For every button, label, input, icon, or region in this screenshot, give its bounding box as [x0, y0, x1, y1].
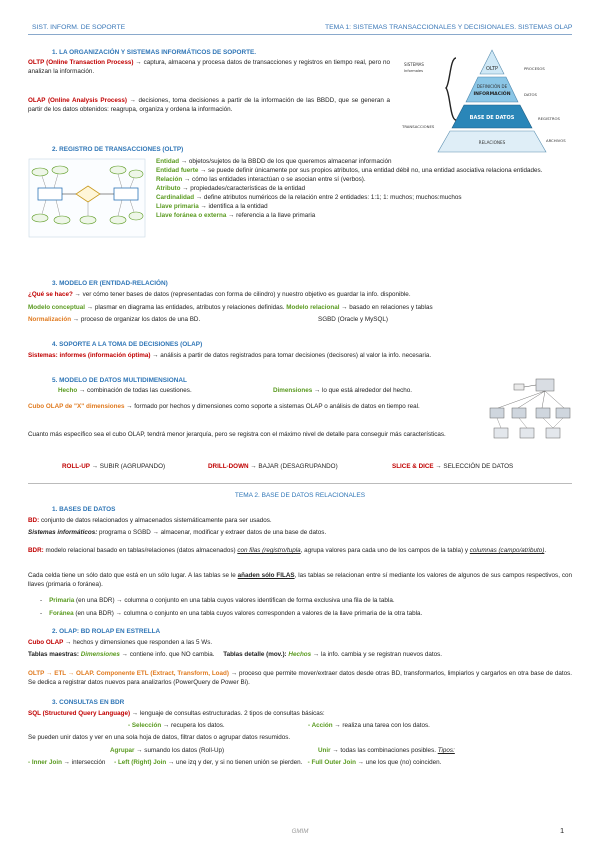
olap-servers-illustration [484, 376, 572, 450]
t2-unir-datos: Se pueden unir datos y ver en una sola hoja de datos, filtrar datos o agrupar datos resumidos. [28, 734, 291, 741]
pyr-left2: Informales [404, 69, 424, 73]
s2-line-llave-primaria: Llave primaria → identifica a la entidad [156, 202, 268, 210]
s5-title: 5. MODELO DE DATOS MULTIDIMENSIONAL [52, 377, 187, 384]
s5-rollup: ROLL-UP → SUBIR (AGRUPANDO) [62, 463, 166, 470]
s2-line-entidad-fuerte: Entidad fuerte → se puede definir únicamente por sus propios atributos, una entidad débil no, una entidad asociativa relaciona entidades. [156, 166, 543, 174]
s5-cubo: Cubo OLAP de "X" dimensiones → formado por hechos y dimensiones como soporte a sistemas OLAP o análisis de datos en tiempo real. [28, 403, 420, 410]
pyr-l4: RELACIONES [478, 140, 506, 145]
t2-joins: - Inner Join → intersección - Left (Right) Join → une izq y der, y si no tienen unión se pierden. - Full Outer Join → une los que (no) coinciden. [28, 759, 442, 766]
s2-line-llave-foranea: Llave foránea o externa → referencia a la llave primaria [156, 211, 316, 219]
s2-line-relacion: Relación → cómo las entidades interactúan o se asocian entre sí (verbos). [156, 175, 366, 183]
t2-s1-title: 1. BASES DE DATOS [52, 506, 116, 513]
s2-line-entidad: Entidad → objetos/sujetos de la BBDD de los que queremos almacenar información [156, 158, 392, 165]
pyr-l3: BASE DE DATOS [469, 115, 515, 121]
pyr-r1: PROCESOS [524, 66, 545, 71]
t2-seleccion: - Selección → recupera los datos. [128, 722, 225, 729]
pyr-r3: REGISTROS [538, 116, 560, 121]
s3-modelos: Modelo conceptual → plasmar en diagrama las entidades, atributos y relaciones definidas. Modelo relacional → basado en relaciones y tablas [28, 304, 433, 311]
t2-bd: BD: conjunto de datos relacionados y almacenados sistemáticamente para ser usados. [28, 517, 272, 524]
s5-drilldown: DRILL-DOWN → BAJAR (DESAGRUPANDO) [208, 463, 338, 470]
pyr-left3: TRANSACCIONES [402, 124, 435, 129]
header-left: SIST. INFORM. DE SOPORTE [32, 24, 126, 31]
t2-cubo: Cubo OLAP → hechos y dimensiones que responden a las 5 Ws. [28, 639, 213, 646]
pyr-top: OLTP [485, 66, 499, 72]
t2-s3-title: 3. CONSULTAS EN BDR [52, 699, 125, 706]
s2-line-atributo: Atributo → propiedades/características de la entidad [156, 184, 306, 192]
header-right: TEMA 1: SISTEMAS TRANSACCIONALES Y DECISIONALES. SISTEMAS OLAP [325, 24, 573, 31]
t2-tablas: Tablas maestras: Dimensiones → contiene info. que NO cambia. Tablas detalle (mov.): Hechos → la info. cambia y se registran nuevos datos. [28, 651, 443, 658]
t2-celda: Cada celda tiene un sólo dato que está en un sólo lugar. A las tablas se le añaden sólo FILAS, las tablas se relacionan entre sí mediante los valores de algunos de sus campos respectivos, con llaves (primaria o foránea). [28, 572, 572, 588]
s5-cuanto: Cuanto más específico sea el cubo OLAP, tendrá menor jerarquía, pero se registra con el máximo nivel de detalle para conseguir más características. [28, 431, 446, 438]
pyr-r2: DATOS [524, 92, 537, 97]
s1-olap: OLAP (Online Analysis Process) → decisiones, toma decisiones a partir de la información de las BBDD, que se generan a partir de los datos obtenidos: reagrupa, organiza y ordena la información. [28, 97, 390, 113]
pyr-left1: SISTEMAS [404, 62, 424, 67]
header-rule [28, 34, 572, 35]
page-number: 1 [560, 826, 565, 835]
t2-accion: - Acción → realiza una tarea con los datos. [308, 722, 430, 729]
t2-agrupar: Agrupar → sumando los datos (Roll-Up) [110, 747, 225, 754]
t2-primaria: - Primaria (en una BDR) → columna o conjunto en una tabla cuyos valores identifican de forma exclusiva una fila de la tabla. [40, 597, 395, 604]
s2-title: 2. REGISTRO DE TRANSACCIONES (OLTP) [52, 146, 184, 153]
er-diagram [28, 158, 146, 238]
t2-sql: SQL (Structured Query Language) → lenguaje de consultas estructuradas. 2 tipos de consultas básicas: [28, 710, 325, 717]
s4-title: 4. SOPORTE A LA TOMA DE DECISIONES (OLAP) [52, 341, 203, 348]
t2-bdr: BDR: modelo relacional basado en tablas/relaciones (datos almacenados) con filas (registro/tupla, agrupa valores para cada uno de los campos de la tabla) y columnas (campo/atributo). [28, 547, 547, 554]
s2-line-cardinalidad: Cardinalidad → define atributos numéricos de la relación entre 2 entidades: 1:1; 1: muchos; muchos:muchos [156, 193, 462, 201]
t2-sistemas: Sistemas informáticos: programa o SGBD → almacenar, modificar y extraer datos de una base de datos. [28, 529, 327, 536]
tema-divider [28, 483, 572, 484]
footer-label: GMIM [291, 828, 309, 835]
s1-title: 1. LA ORGANIZACIÓN Y SISTEMAS INFORMÁTICOS DE SOPORTE. [52, 49, 257, 56]
pyr-l2b: INFORMACIÓN [473, 92, 511, 97]
s2-list [156, 158, 568, 221]
s4-sistemas: Sistemas: informes (información óptima) → análisis a partir de datos registrados para tomar decisiones (decisores) al valor la info. necesaria. [28, 352, 432, 359]
s3-normalizacion: Normalización → proceso de organizar los datos de una BD. [28, 316, 201, 323]
s3-sgbd: SGBD (Oracle y MySQL) [318, 316, 388, 323]
t2-s2-title: 2. OLAP: BD ROLAP EN ESTRELLA [52, 628, 161, 635]
t2-foranea: - Foránea (en una BDR) → columna o conjunto en una tabla cuyos valores corresponden a valores de la llave primaria de la otra tabla. [40, 610, 423, 617]
pyr-r4: ARCHIVOS [546, 138, 566, 143]
t2-title: TEMA 2. BASE DE DATOS RELACIONALES [234, 492, 366, 499]
pyr-l2a: DEFINICIÓN DE [476, 84, 508, 89]
t2-unir: Unir → todas las combinaciones posibles. Tipos: [318, 747, 455, 754]
s5-hecho: Hecho → combinación de todas las cuestiones. [58, 387, 192, 394]
s3-title: 3. MODELO ER (ENTIDAD-RELACIÓN) [52, 280, 168, 287]
s5-slice-dice: SLICE & DICE → SELECCIÓN DE DATOS [392, 463, 514, 470]
t2-etl: OLTP → ETL → OLAP. Componente ETL (Extract, Transform, Load) → proceso que permite mover/extraer datos desde otras BD, transformarlos, limpiarlos y cargarlos en otra base de datos. Se dedica a registrar datos nuevos para analizarlos (PowerQuery de Power Bi). [28, 670, 572, 686]
s5-dimensiones: Dimensiones → lo que está alrededor del hecho. [273, 387, 412, 394]
s3-que: ¿Qué se hace? → ver cómo tener bases de datos (representadas con forma de cilindro) y nuestro objetivo es guardar la info. disponible. [28, 291, 411, 298]
s1-oltp: OLTP (Online Transaction Process) → captura, almacena y procesa datos de transacciones y registros en tiempo real, pero no analizan la información. [28, 59, 390, 75]
oltp-olap-pyramid [400, 44, 570, 160]
